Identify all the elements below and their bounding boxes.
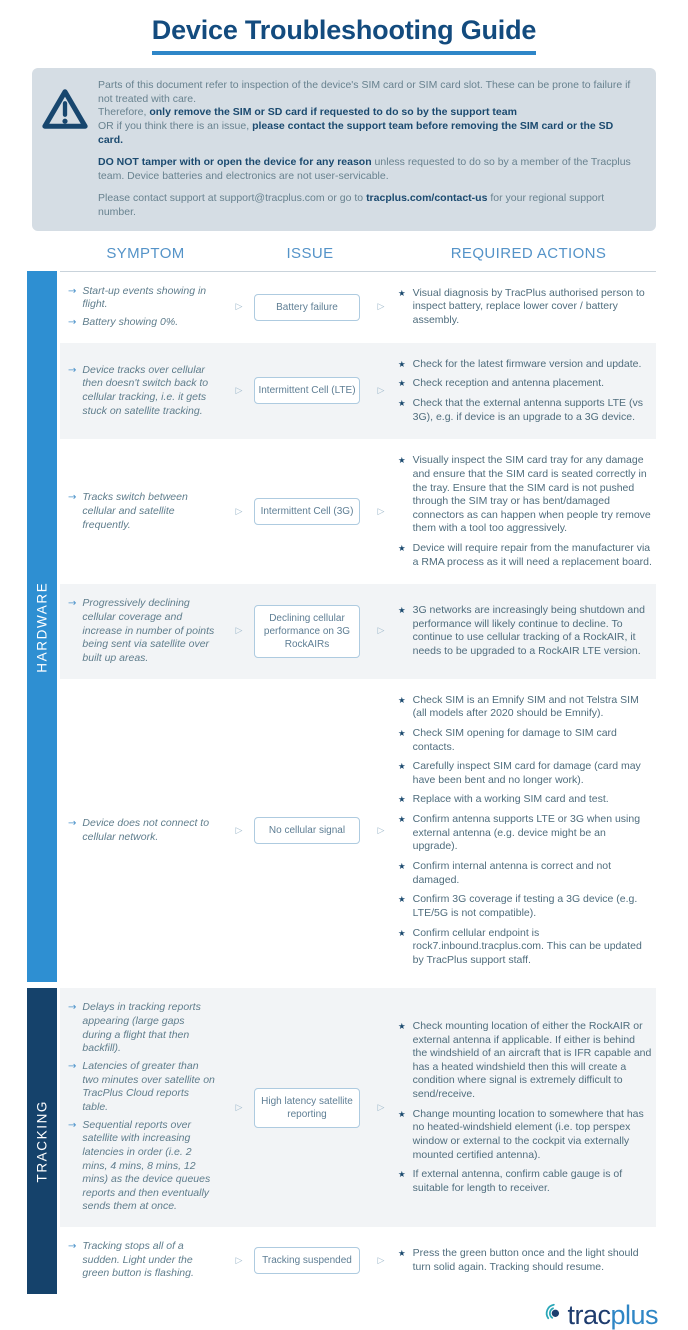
warning-paragraph-2 — [98, 156, 638, 183]
action-item — [398, 860, 652, 887]
right-triangle-icon: ▷ — [235, 1255, 243, 1266]
symptom-item — [68, 817, 216, 844]
star-bullet-icon: ★ — [398, 1248, 406, 1259]
action-item — [398, 1020, 652, 1102]
action-item — [398, 397, 652, 424]
column-header-required-actions: REQUIRED ACTIONS — [450, 244, 607, 262]
right-triangle-icon: ▷ — [235, 506, 243, 517]
arrow-bullet-icon: → — [68, 817, 77, 829]
arrow-bullet-icon: → — [68, 364, 77, 376]
action-text: Visual diagnosis by TracPlus authorised person to inspect battery, replace lower cover / battery assembly. — [412, 286, 645, 327]
star-bullet-icon: ★ — [398, 606, 406, 617]
action-text: Device will require repair from the manufacturer via a RMA process as it will need a replacement board. — [412, 542, 652, 568]
issue-box: Intermittent Cell (LTE) — [254, 377, 360, 404]
warning-donottamper: DO NOT tamper with or open the device for any reason — [98, 156, 372, 169]
title-section — [0, 0, 688, 55]
symptom-text: Tracking stops all of a sudden. Light under the green button is flashing. — [82, 1240, 194, 1280]
arrow-bullet-icon: → — [68, 317, 77, 329]
action-item — [398, 760, 652, 787]
tracplus-logo — [0, 1302, 658, 1329]
logo-text-trac: trac — [567, 1300, 611, 1330]
star-bullet-icon: ★ — [398, 861, 406, 872]
action-item — [398, 542, 652, 569]
issue-box: Battery failure — [254, 294, 360, 321]
symptom-text: Delays in tracking reports appearing (large gaps during a flight that then backfill). — [82, 1001, 201, 1055]
warning-paragraph-1 — [98, 79, 638, 147]
symptom-item — [68, 597, 216, 665]
warning-donottamper-rest: unless requested to do so by a member of the Tracplus team. Device batteries and electronics are not user-servicable. — [98, 156, 631, 182]
signal-dot-icon — [543, 1300, 565, 1327]
arrow-bullet-icon: → — [68, 492, 77, 504]
star-bullet-icon: ★ — [398, 728, 406, 739]
right-triangle-icon: ▷ — [377, 385, 385, 396]
column-headers — [27, 245, 656, 262]
warning-line-1: Parts of this document refer to inspection of the device's SIM card or SIM card slot. These can be prone to failure if not treated with care. — [98, 79, 631, 105]
action-item — [398, 927, 652, 968]
warning-icon-column — [32, 79, 98, 135]
star-bullet-icon: ★ — [398, 1021, 406, 1032]
symptom-text: Progressively declining cellular coverage and increase in number of points being sent via satellite over built up areas. — [82, 597, 215, 664]
troubleshooting-table — [27, 271, 656, 1294]
action-item — [398, 893, 652, 920]
right-triangle-icon: ▷ — [235, 1102, 243, 1113]
action-text: Visually inspect the SIM card tray for any damage and ensure that the SIM card is seated correctly in the tray. Ensure that the SIM card is not pushed through the SIM tray or has bent/damaged connectors as can happen when people try remove them with a tool too aggressively. — [412, 454, 651, 535]
action-text: Change mounting location to somewhere that has no heated-windshield element (i.e. top perspex window or external to the cockpit via externally mounted certified antenna). — [412, 1107, 644, 1161]
warning-text — [98, 79, 638, 222]
action-item — [398, 813, 652, 854]
action-text: Check that the external antenna supports LTE (vs 3G), e.g. if device is an upgrade to a 3G device. — [412, 396, 643, 423]
table-row-declining-3g — [60, 584, 656, 678]
warning-line-3b: please contact the support team before removing the SIM card or the SD card. — [98, 119, 614, 146]
right-triangle-icon: ▷ — [235, 825, 243, 836]
right-triangle-icon: ▷ — [377, 506, 385, 517]
issue-box: Intermittent Cell (3G) — [254, 498, 360, 525]
action-text: Confirm antenna supports LTE or 3G when using external antenna (e.g. device might be an upgrade). — [412, 813, 641, 853]
tracking-sidebar-bar — [27, 988, 57, 1294]
action-item — [398, 358, 652, 372]
action-item — [398, 454, 652, 536]
action-item — [398, 1168, 652, 1195]
action-text: Check for the latest firmware version and update. — [412, 357, 642, 370]
right-triangle-icon: ▷ — [235, 302, 243, 313]
action-text: Replace with a working SIM card and test. — [412, 793, 609, 806]
symptom-text: Sequential reports over satellite with increasing latencies in order (i.e. 2 mins, 4 mins, 8 mins, 12 mins) as the device queues reports and then eventually sends them at once. — [82, 1118, 211, 1213]
hardware-sidebar-bar — [27, 271, 57, 983]
star-bullet-icon: ★ — [398, 544, 406, 555]
arrow-bullet-icon: → — [68, 1241, 77, 1253]
right-triangle-icon: ▷ — [377, 825, 385, 836]
symptom-item — [68, 316, 216, 330]
action-item — [398, 727, 652, 754]
action-item — [398, 793, 652, 807]
table-row-high-latency — [60, 988, 656, 1227]
table-row-no-cellular-signal — [60, 679, 656, 983]
section-tracking — [27, 988, 656, 1294]
star-bullet-icon: ★ — [398, 762, 406, 773]
action-text: Check SIM is an Emnify SIM and not Telstra SIM (all models after 2020 should be Emnify). — [412, 693, 639, 720]
warning-line-2a: Therefore, — [98, 106, 150, 119]
symptom-text: Tracks switch between cellular and satellite frequently. — [82, 491, 188, 531]
star-bullet-icon: ★ — [398, 1109, 406, 1120]
symptom-item — [68, 285, 216, 312]
arrow-bullet-icon: → — [68, 285, 77, 297]
table-row-intermittent-lte — [60, 343, 656, 440]
table-row-intermittent-3g — [60, 439, 656, 584]
arrow-bullet-icon: → — [68, 1002, 77, 1014]
action-item — [398, 1108, 652, 1163]
arrow-bullet-icon: → — [68, 1061, 77, 1073]
warning-paragraph-3 — [98, 192, 638, 219]
logo-text-plus: plus — [610, 1300, 658, 1330]
issue-box: High latency satellite reporting — [254, 1088, 360, 1128]
symptom-item — [68, 1240, 216, 1281]
right-triangle-icon: ▷ — [377, 626, 385, 637]
action-text: Press the green button once and the light should turn solid again. Tracking should resume. — [412, 1246, 639, 1273]
star-bullet-icon: ★ — [398, 928, 406, 939]
action-text: Carefully inspect SIM card for damage (card may have been bent and no longer work). — [412, 760, 641, 786]
star-bullet-icon: ★ — [398, 379, 406, 390]
symptom-text: Device tracks over cellular then doesn't switch back to cellular tracking, i.e. it gets stuck on satellite tracking. — [82, 363, 209, 417]
symptom-text: Battery showing 0%. — [82, 316, 179, 329]
warning-line-2b: only remove the SIM or SD card if requested to do so by the support team — [149, 106, 517, 119]
action-text: Confirm 3G coverage if testing a 3G device (e.g. LTE/5G is not compatible). — [412, 893, 638, 919]
issue-box: Declining cellular performance on 3G RockAIRs — [254, 605, 360, 658]
star-bullet-icon: ★ — [398, 456, 406, 467]
right-triangle-icon: ▷ — [377, 302, 385, 313]
action-item — [398, 694, 652, 721]
symptom-item — [68, 491, 216, 532]
arrow-bullet-icon: → — [68, 598, 77, 610]
action-text: Confirm internal antenna is correct and not damaged. — [412, 859, 612, 886]
page-title: Device Troubleshooting Guide — [152, 15, 536, 55]
warning-contact-url: tracplus.com/contact-us — [366, 192, 488, 205]
star-bullet-icon: ★ — [398, 359, 406, 370]
action-item — [398, 1247, 652, 1274]
warning-contact-rest: for your regional support number. — [98, 192, 605, 219]
table-row-tracking-suspended — [60, 1227, 656, 1294]
right-triangle-icon: ▷ — [377, 1255, 385, 1266]
star-bullet-icon: ★ — [398, 288, 406, 299]
warning-triangle-icon — [42, 88, 88, 135]
logo-wordmark — [567, 1302, 658, 1329]
symptom-item — [68, 1001, 216, 1056]
symptom-text: Start-up events showing in flight. — [82, 284, 207, 311]
action-text: 3G networks are increasingly being shutdown and performance will likely continue to decline. To continue to use cellular tracking of a RockAIR, it needs to be upgraded to a RockAIR LTE version. — [412, 604, 645, 658]
symptom-item — [68, 1060, 216, 1115]
issue-box: No cellular signal — [254, 817, 360, 844]
warning-box — [32, 68, 656, 231]
action-item — [398, 377, 652, 391]
symptom-text: Latencies of greater than two minutes over satellite on TracPlus Cloud reports table. — [82, 1060, 215, 1113]
column-header-symptom: SYMPTOM — [106, 244, 185, 262]
star-bullet-icon: ★ — [398, 815, 406, 826]
tracking-section-label: TRACKING — [34, 1099, 50, 1183]
action-text: Confirm cellular endpoint is rock7.inbound.tracplus.com. This can be updated by TracPlus support staff. — [412, 926, 642, 966]
star-bullet-icon: ★ — [398, 1170, 406, 1181]
action-text: Check reception and antenna placement. — [412, 377, 605, 390]
warning-line-3a: OR if you think there is an issue, — [98, 119, 253, 132]
star-bullet-icon: ★ — [398, 795, 406, 806]
star-bullet-icon: ★ — [398, 895, 406, 906]
column-header-issue: ISSUE — [286, 244, 334, 262]
action-text: Check mounting location of either the RockAIR or external antenna if applicable. If either is behind the windshield of an aircraft that is IFR capable and has a heated windshield then this will create a condition where signal is extremely difficult to send/receive. — [412, 1019, 652, 1101]
symptom-item — [68, 1119, 216, 1214]
action-text: Check SIM opening for damage to SIM card contacts. — [412, 726, 617, 753]
section-hardware — [27, 271, 656, 983]
symptom-item — [68, 364, 216, 419]
action-item — [398, 287, 652, 328]
action-text: If external antenna, confirm cable gauge is of suitable for length to receiver. — [412, 1168, 623, 1194]
arrow-bullet-icon: → — [68, 1119, 77, 1131]
hardware-section-label: HARDWARE — [34, 581, 50, 673]
right-triangle-icon: ▷ — [377, 1102, 385, 1113]
right-triangle-icon: ▷ — [235, 626, 243, 637]
right-triangle-icon: ▷ — [235, 385, 243, 396]
issue-box: Tracking suspended — [254, 1247, 360, 1274]
star-bullet-icon: ★ — [398, 398, 406, 409]
warning-contact: Please contact support at support@tracplus.com or go to — [98, 192, 367, 205]
star-bullet-icon: ★ — [398, 695, 406, 706]
table-row-battery-failure — [60, 272, 656, 343]
action-item — [398, 604, 652, 659]
symptom-text: Device does not connect to cellular network. — [82, 816, 210, 843]
